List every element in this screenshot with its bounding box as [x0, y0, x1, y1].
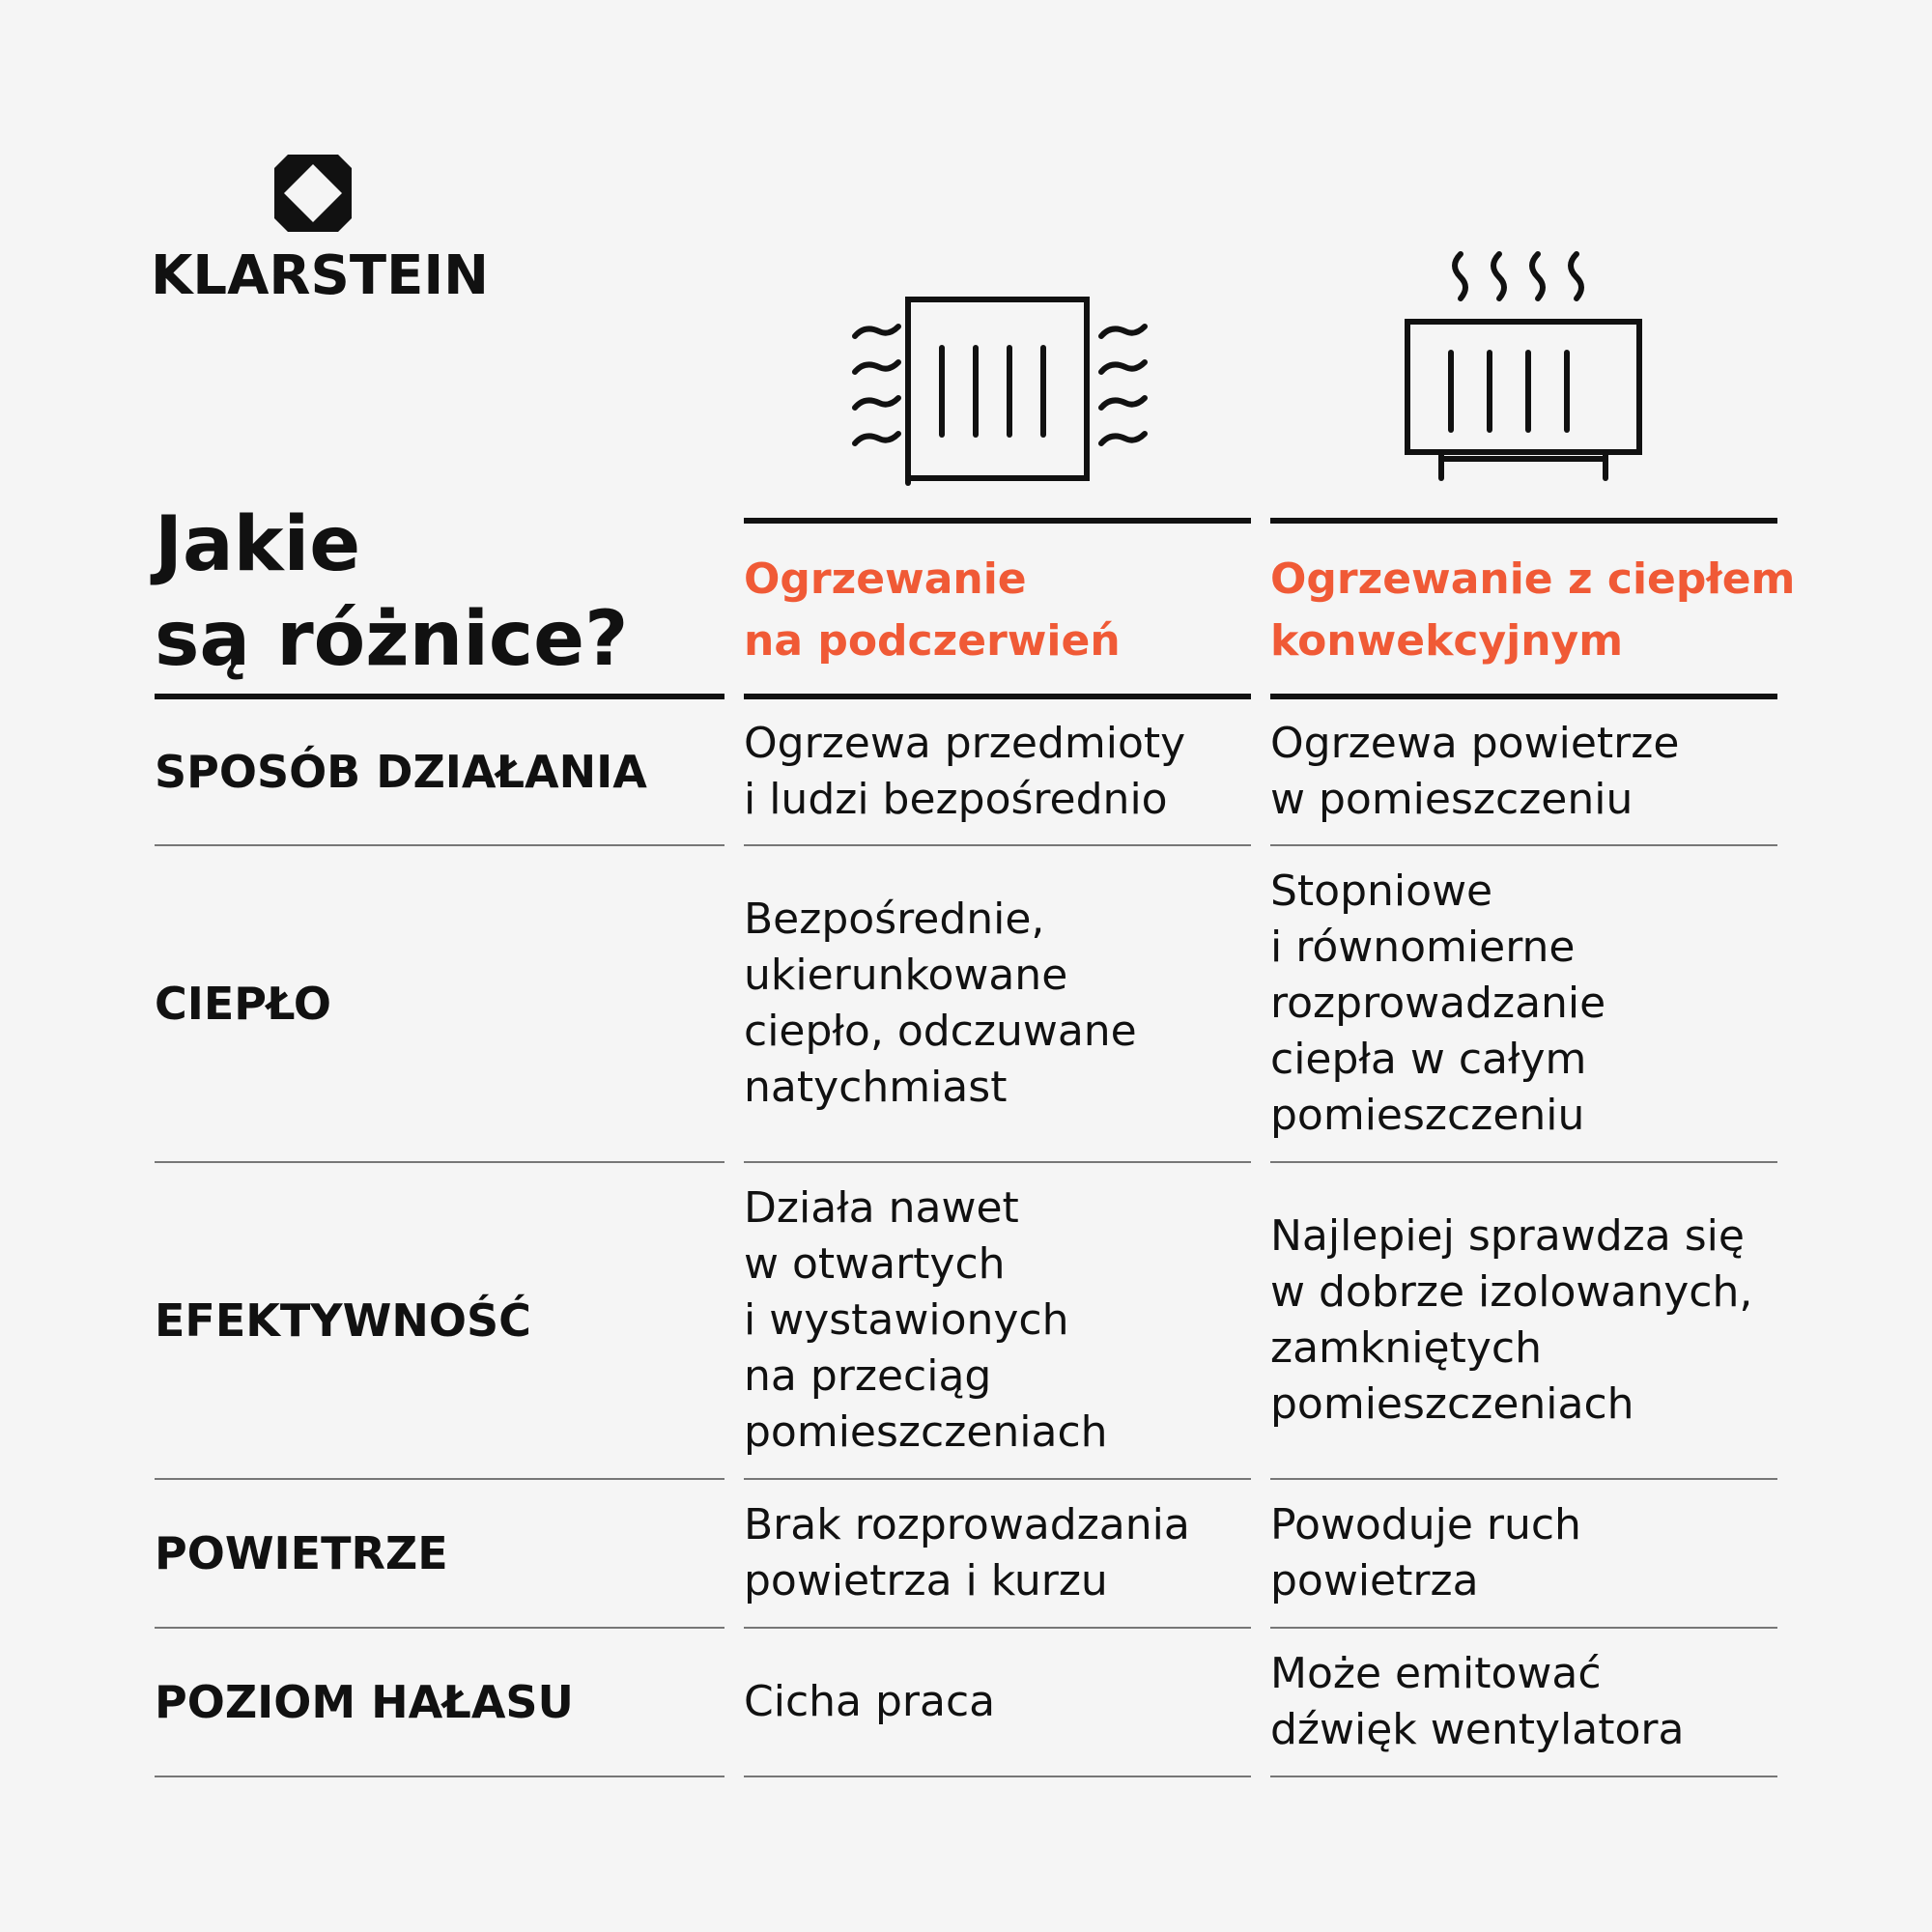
cell-infrared-efektywnosc: Działa nawet w otwartych i wystawionych na przeciąg pomieszczeniach [744, 1183, 1108, 1457]
row-divider [155, 1776, 724, 1777]
cell-convection-poziom-halasu: Może emitować dźwięk wentylatora [1270, 1649, 1685, 1754]
convection-heater-icon [1401, 246, 1652, 488]
klarstein-logo-icon [274, 155, 352, 232]
cell-convection-efektywnosc: Najlepiej sprawdza się w dobrze izolowanych, zamkniętych pomieszczeniach [1270, 1211, 1753, 1429]
page-title: Jakie są różnice? [155, 501, 629, 683]
infrared-heater-icon [840, 290, 1159, 488]
column-title-infrared: Ogrzewanie na podczerwień [744, 554, 1121, 666]
row-divider [744, 1776, 1251, 1777]
column-rule-convection [1270, 518, 1777, 524]
row-label-efektywnosc: EFEKTYWNOŚĆ [155, 1294, 531, 1347]
row-label-cieplo: CIEPŁO [155, 978, 332, 1030]
cell-infrared-powietrze: Brak rozprowadzania powietrza i kurzu [744, 1500, 1190, 1605]
cell-convection-sposob-dzialania: Ogrzewa powietrze w pomieszczeniu [1270, 719, 1680, 824]
row-divider [1270, 1776, 1777, 1777]
cell-convection-cieplo: Stopniowe i równomierne rozprowadzanie ciepła w całym pomieszczeniu [1270, 867, 1606, 1140]
column-rule-infrared [744, 518, 1251, 524]
cell-infrared-poziom-halasu: Cicha praca [744, 1677, 996, 1726]
row-label-poziom-halasu: POZIOM HAŁASU [155, 1676, 574, 1728]
row-label-powietrze: POWIETRZE [155, 1527, 448, 1579]
row-label-sposob-dzialania: SPOSÓB DZIAŁANIA [155, 746, 647, 798]
cell-infrared-cieplo: Bezpośrednie, ukierunkowane ciepło, odczuwane natychmiast [744, 895, 1137, 1112]
column-title-convection: Ogrzewanie z ciepłem konwekcyjnym [1270, 554, 1796, 666]
brand-name: KLARSTEIN [151, 244, 490, 307]
cell-convection-powietrze: Powoduje ruch powietrza [1270, 1500, 1581, 1605]
cell-infrared-sposob-dzialania: Ogrzewa przedmioty i ludzi bezpośrednio [744, 719, 1186, 824]
